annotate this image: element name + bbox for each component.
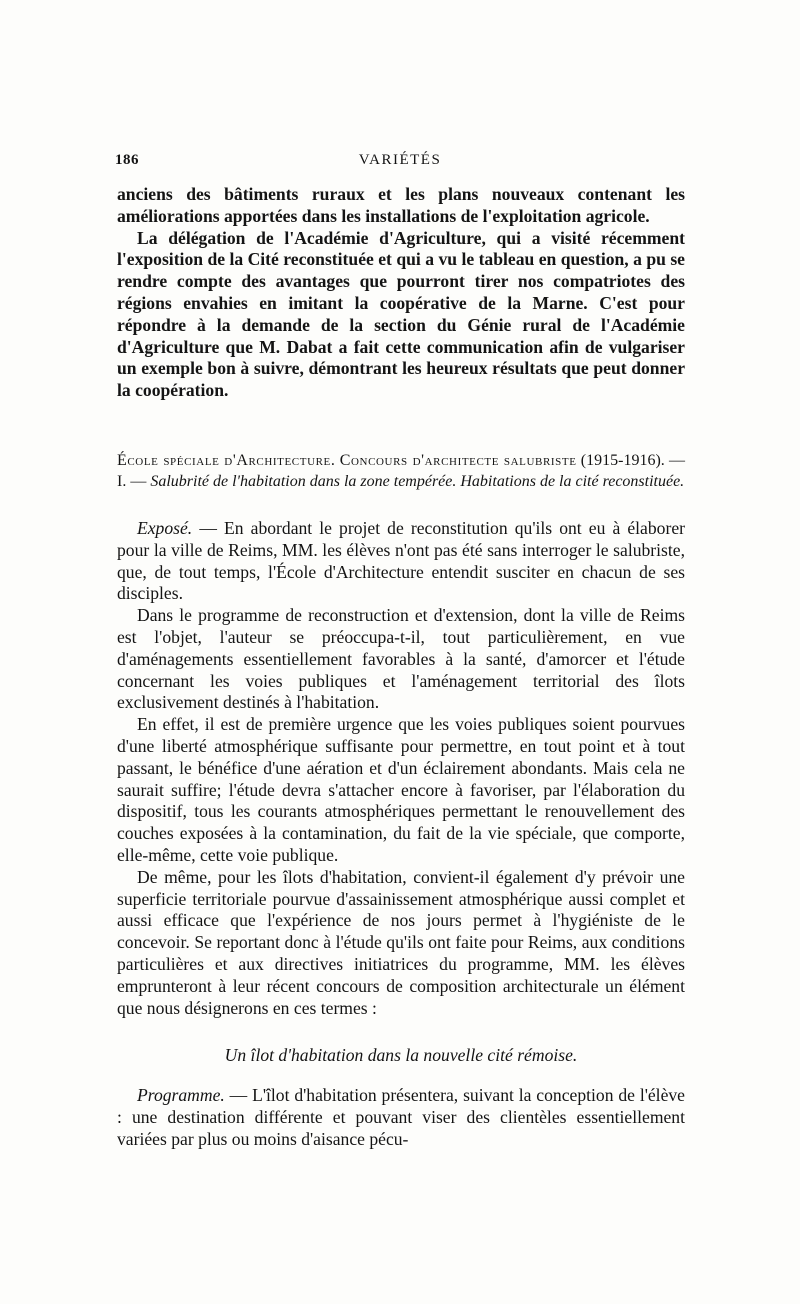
programme-text: — L'îlot d'habitation présentera, suivant la conception de l'élève : une destination différente et pouvant viser des clientèles essentiellement variées par plus ou moins d'aisance pécu- [117, 1085, 685, 1149]
intro-paragraph-1: anciens des bâtiments ruraux et les plans nouveaux contenant les améliorations apportées dans les installations de l'exploitation agricole. [117, 184, 685, 226]
heading-subject: Salubrité de l'habitation dans la zone tempérée. Habitations de la cité reconstituée. [150, 472, 685, 490]
subtitle-gap-top [117, 1019, 685, 1045]
section-separator [117, 402, 685, 450]
expose-paragraph-4: De même, pour les îlots d'habitation, convient-il également d'y prévoir une superficie territoriale pourvue d'assainissement atmosphérique aussi complet et aussi efficace que l'expérience de nos jours permet à l'hygiéniste de le concevoir. Se reportant donc à l'étude qu'ils ont faite pour Reims, aux conditions particulières et aux directives initiatrices du programme, MM. les élèves emprunteront à leur récent concours de composition architecturale un élément que nous désignerons en ces termes : [117, 866, 685, 1018]
intro-paragraph-2: La délégation de l'Académie d'Agriculture, qui a visité récemment l'exposition de la Cité reconstituée et qui a vu le tableau en question, a pu se rendre compte des avantages que pourront tirer nos compatriotes des régions envahies en imitant la coopérative de la Marne. C'est pour répondre à la demande de la section du Génie rural de l'Académie d'Agriculture que M. Dabat a fait cette communication afin de vulgariser un exemple bon à suivre, démontrant les heureux résultats que peut donner la coopération. [117, 227, 685, 401]
heading-contest: Concours d'architecte salubriste [339, 451, 577, 469]
heading-gap [117, 492, 685, 518]
body-text [117, 184, 685, 1150]
programme-paragraph [117, 1085, 685, 1150]
page-number: 186 [115, 152, 139, 168]
running-title: VARIÉTÉS [358, 152, 442, 168]
expose-paragraph-1 [117, 518, 685, 605]
expose-paragraph-2: Dans le programme de reconstruction et d'extension, dont la ville de Reims est l'objet, l'auteur se préoccupa-t-il, tout particulièrement, en vue d'aménagements essentiellement favorables à la santé, d'amorcer et l'étude concernant les voies publiques et l'aménagement territorial des îlots exclusivement destinés à l'habitation. [117, 605, 685, 713]
section-heading [117, 450, 685, 492]
expose-text-1: — En abordant le projet de reconstitution qu'ils ont eu à élaborer pour la ville de Reims, MM. les élèves n'ont pas été sans interroger le salubriste, que, de tout temps, l'École d'Architecture entendit susciter en chacun de ses disciples. [117, 517, 685, 604]
page-header [115, 152, 685, 176]
programme-label: Programme. [137, 1085, 225, 1106]
expose-label: Exposé. [137, 517, 193, 538]
heading-school: École spéciale d'Architecture. [117, 451, 336, 469]
expose-paragraph-3: En effet, il est de première urgence que les voies publiques soient pourvues d'une liberté atmosphérique suffisante pour permettre, en tout point et à tout passant, le bénéfice d'une aération et d'un éclairement abondants. Mais cela ne saurait suffire; l'étude devra s'attacher encore à favoriser, par l'élaboration du dispositif, tous les courants atmosphériques permettant le renouvellement des couches exposées à la contamination, du fait de la vie spéciale, que comporte, elle-même, cette voie publique. [117, 714, 685, 865]
centered-subtitle: Un îlot d'habitation dans la nouvelle cité rémoise. [224, 1045, 578, 1066]
heading-years: (1915-1916). — I. — [117, 451, 686, 490]
subtitle-gap-bottom [117, 1067, 685, 1085]
